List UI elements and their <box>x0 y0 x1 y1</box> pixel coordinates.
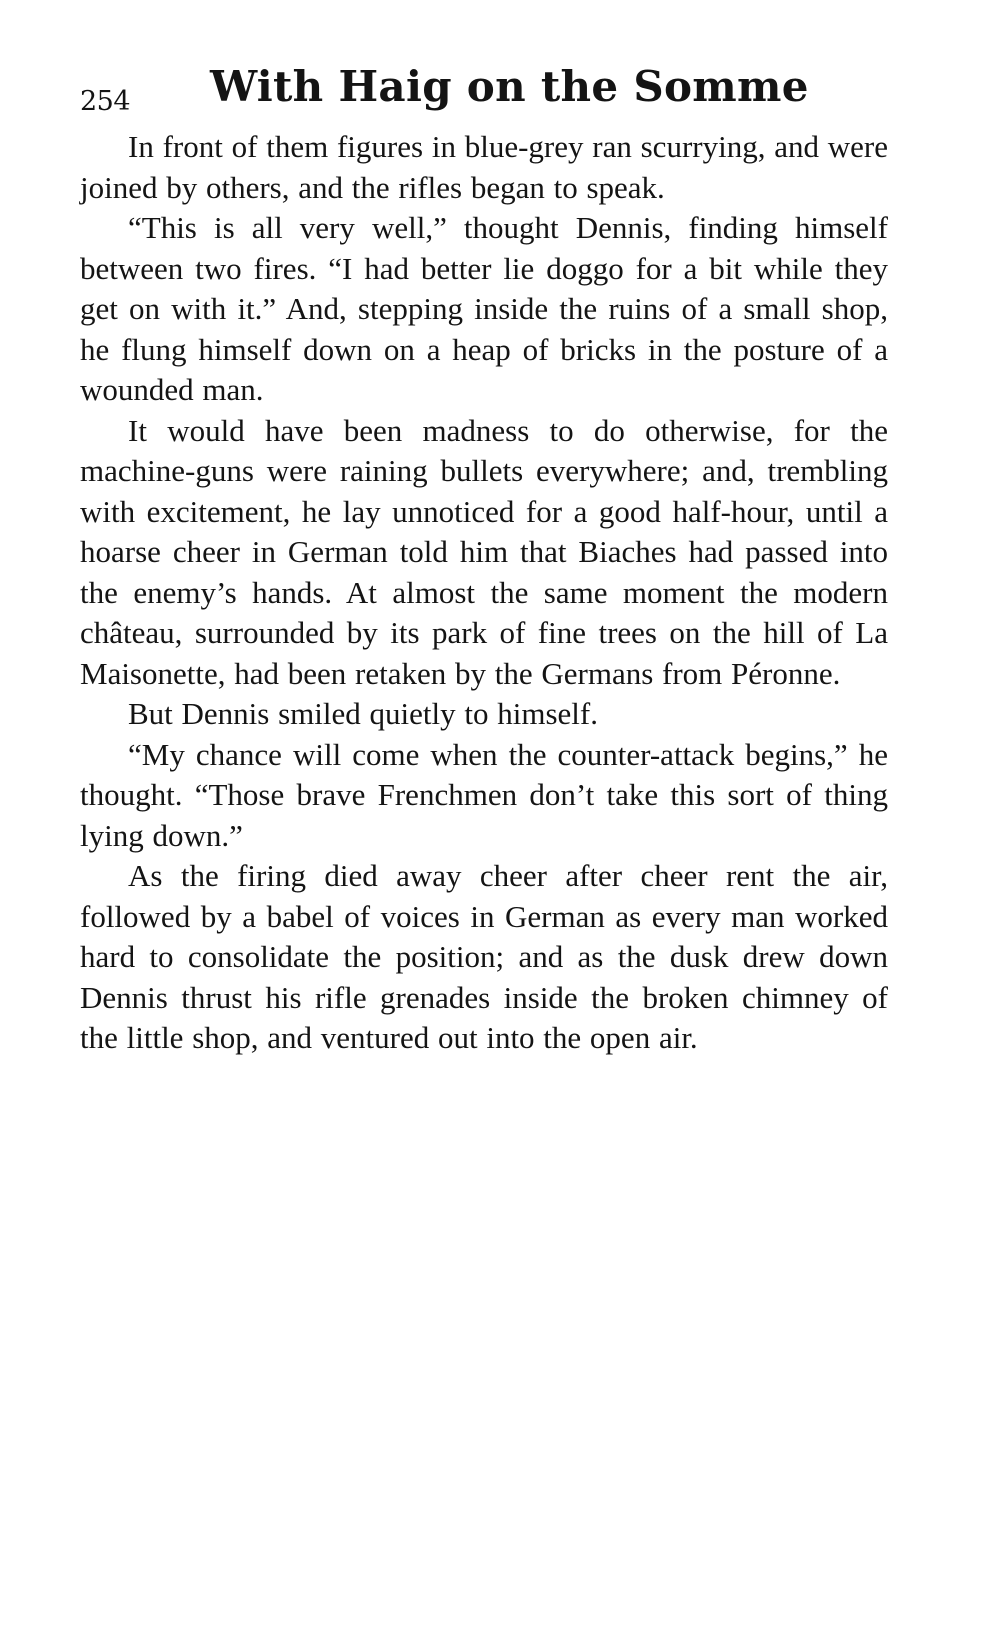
paragraph: But Dennis smiled quietly to himself. <box>128 696 598 731</box>
running-title: With Haig on the Somme <box>210 62 809 111</box>
body-text <box>80 127 888 1059</box>
paragraph: “My chance will come when the counter-attack begins,” he thought. “Those brave Frenchmen don’t take this sort of thing lying down.” <box>80 736 888 853</box>
running-head <box>80 62 900 122</box>
paragraph: As the firing died away cheer after cheer rent the air, followed by a babel of voices in German as every man worked hard to consolidate the position; and as the dusk drew down Dennis thrust his rifle grenades inside the broken chimney of the little shop, and ventured out into the open air. <box>80 858 888 1055</box>
paragraph: “This is all very well,” thought Dennis, finding himself between two fires. “I had better lie doggo for a bit while they get on with it.” And, stepping inside the ruins of a small shop, he flung himself down on a heap of bricks in the posture of a wounded man. <box>80 210 888 407</box>
page-number: 254 <box>80 86 131 117</box>
paragraph: It would have been madness to do otherwise, for the machine-guns were raining bullets everywhere; and, trembling with excitement, he lay unnoticed for a good half-hour, until a hoarse cheer in German told him that Biaches had passed into the enemy’s hands. At almost the same moment the modern château, surrounded by its park of fine trees on the hill of La Maisonette, had been retaken by the Germans from Péronne. <box>80 412 888 691</box>
paragraph: In front of them figures in blue-grey ran scurrying, and were joined by others, and the rifles began to speak. <box>80 129 888 205</box>
